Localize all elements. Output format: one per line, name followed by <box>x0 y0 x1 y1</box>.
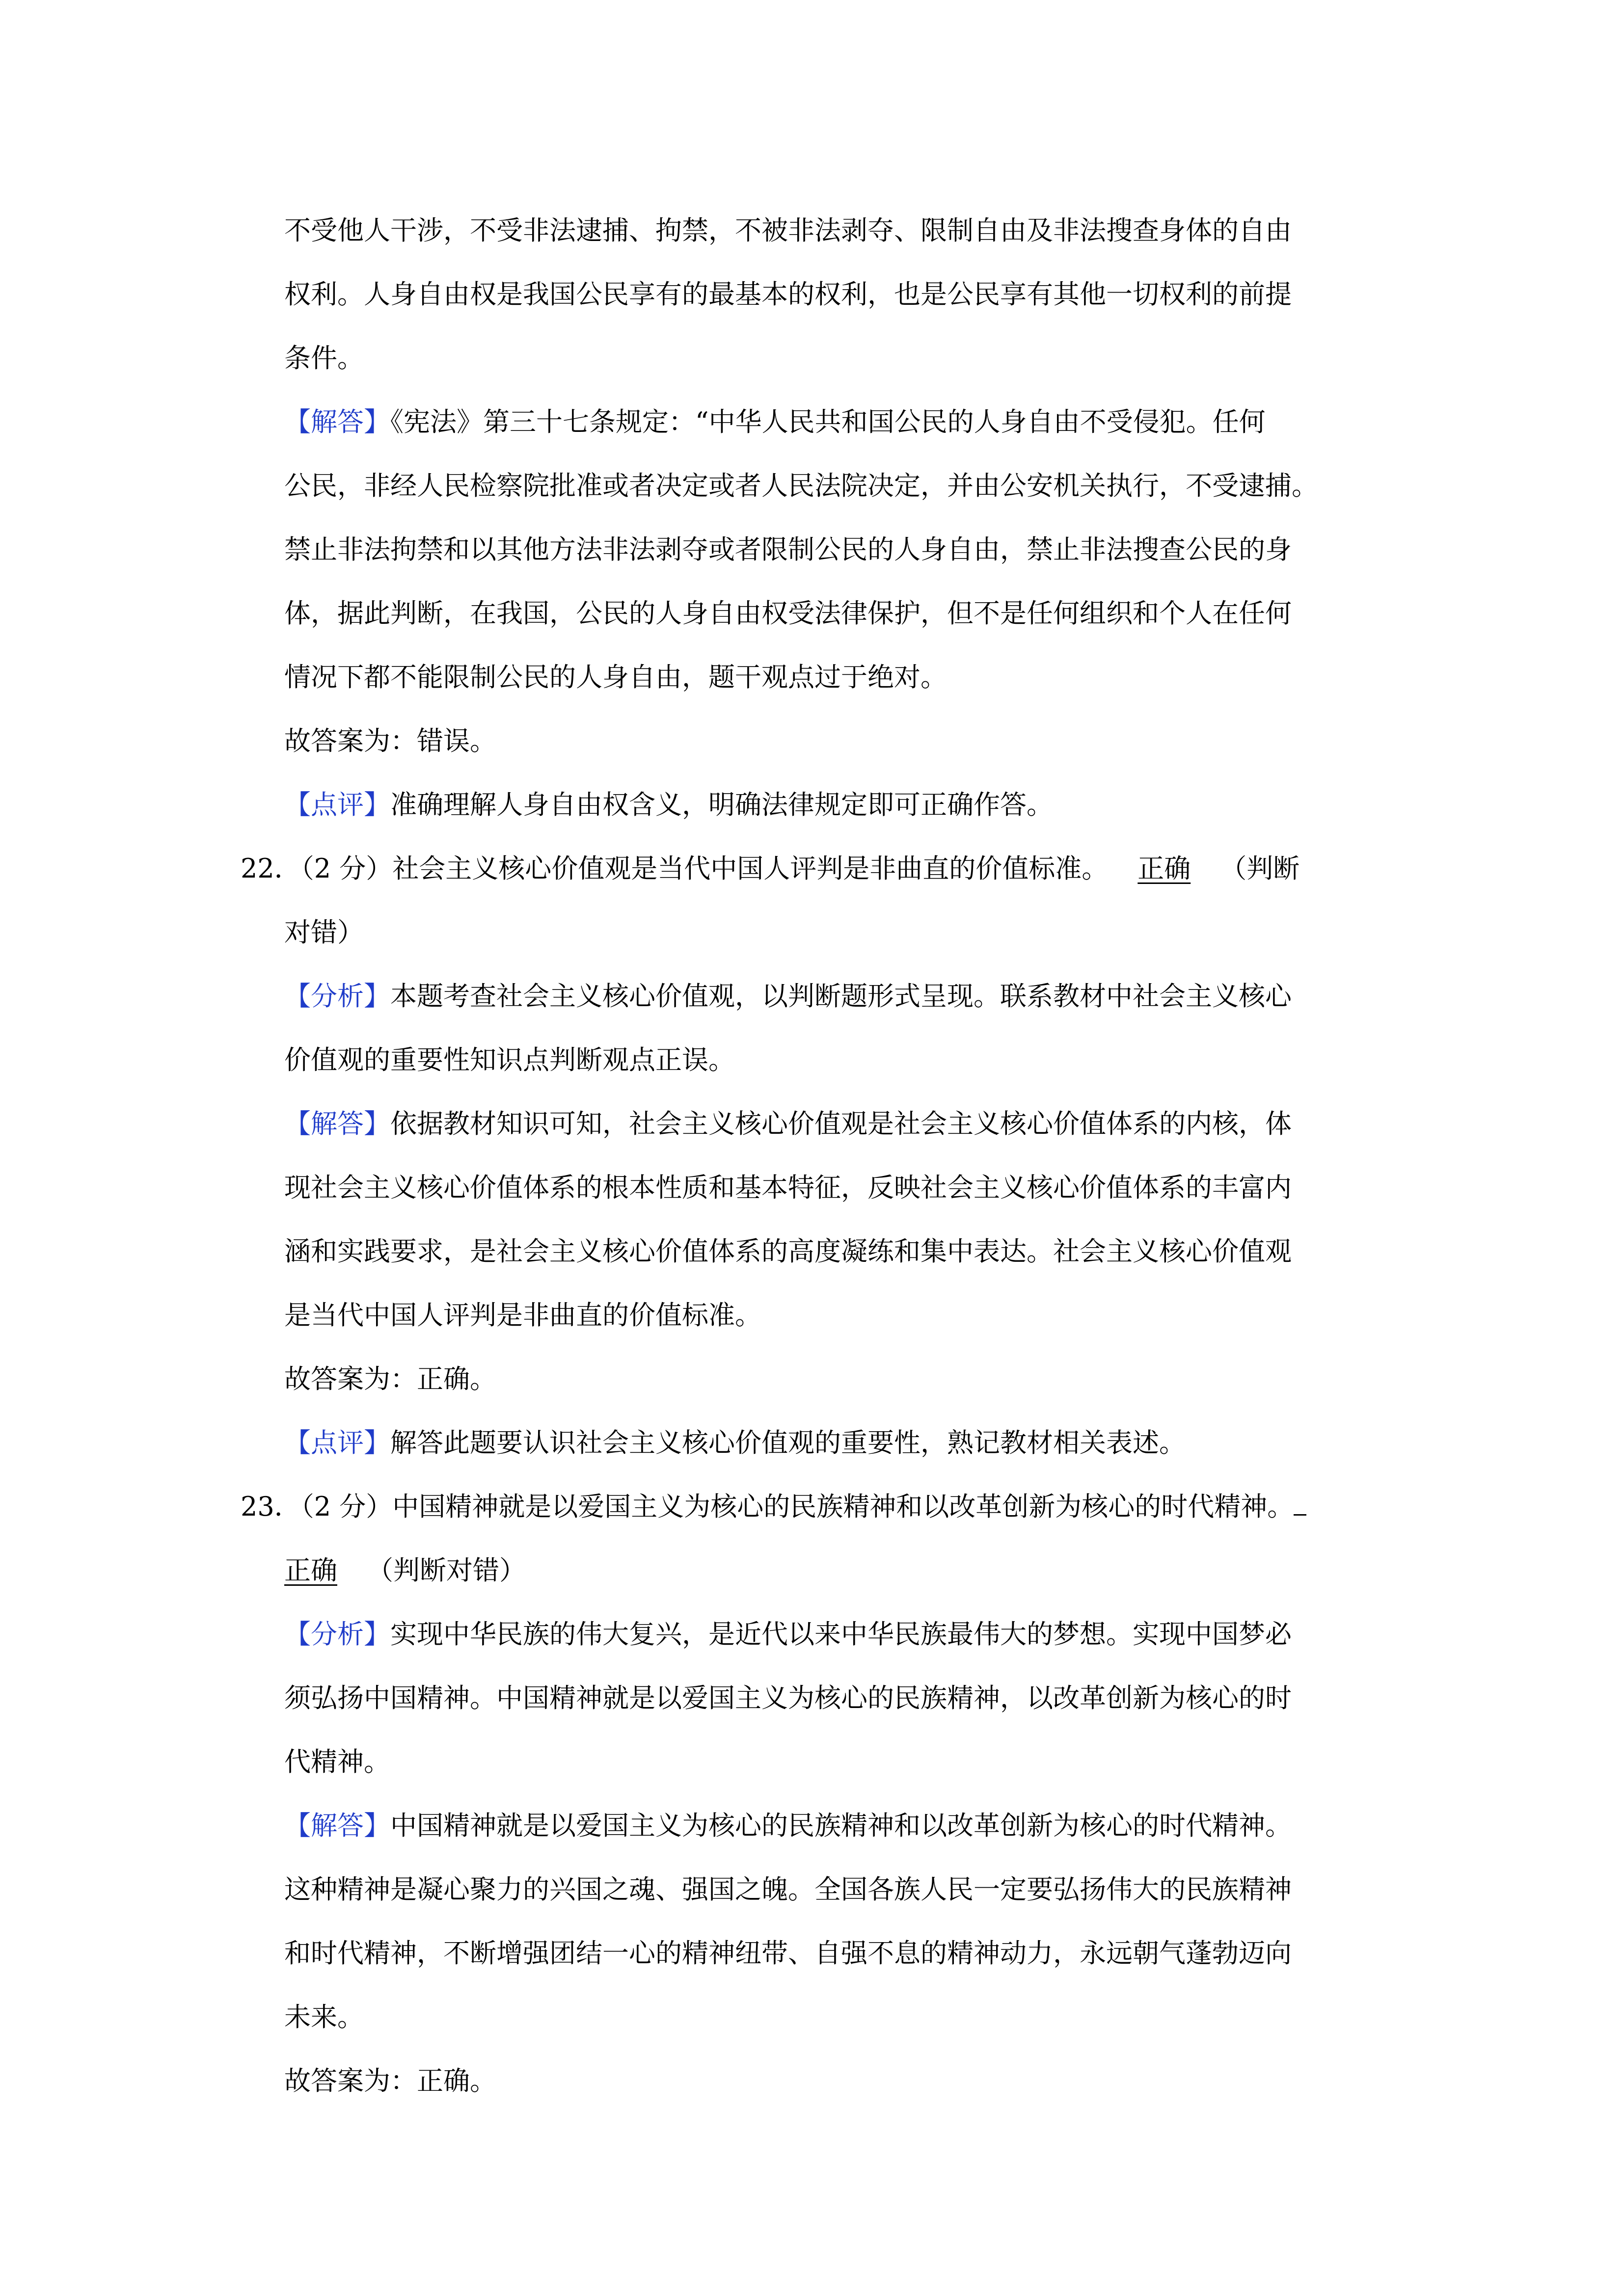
q22-analysis-line-1 <box>284 981 1292 1012</box>
q22-stem-line-2: 对错） <box>284 917 364 948</box>
q23-suffix: （判断对错） <box>367 1555 526 1586</box>
q21-comment-line <box>284 789 1053 821</box>
q21-answer-text-1: 《宪法》第三十七条规定：“中华人民共和国公民的人身自由不受侵犯。任何 <box>390 406 1266 437</box>
q23-analysis-text-1: 实现中华民族的伟大复兴，是近代以来中华民族最伟大的梦想。实现中国梦必 <box>390 1619 1292 1650</box>
analysis-tag: 【分析】 <box>284 981 390 1012</box>
q23-answer-blank: 正确 <box>284 1555 337 1586</box>
q23-answer-line-4: 未来。 <box>284 2002 364 2032</box>
q22-answer-text-1: 依据教材知识可知，社会主义核心价值观是社会主义核心价值体系的内核，体 <box>390 1108 1292 1139</box>
q22-answer-blank: 正确 <box>1137 853 1191 884</box>
q23-blank-start <box>1294 1495 1306 1516</box>
q21-answer-line-3: 禁止非法拘禁和以其他方法非法剥夺或者限制公民的人身自由，禁止非法搜查公民的身 <box>284 534 1292 565</box>
comment-tag: 【点评】 <box>284 789 390 820</box>
intro-line-2: 权利。人身自由权是我国公民享有的最基本的权利，也是公民享有其他一切权利的前提 <box>284 279 1292 310</box>
q23-analysis-line-1 <box>284 1619 1292 1650</box>
analysis-tag: 【分析】 <box>284 1619 390 1650</box>
answer-tag: 【解答】 <box>284 1810 390 1841</box>
q22-stem-line <box>241 853 1299 884</box>
q22-analysis-line-2: 价值观的重要性知识点判断观点正误。 <box>284 1044 735 1075</box>
q23-stem-line-2 <box>284 1555 526 1586</box>
answer-tag: 【解答】 <box>284 1108 390 1139</box>
q23-answer-text-1: 中国精神就是以爱国主义为核心的民族精神和以改革创新为核心的时代精神。 <box>390 1810 1292 1841</box>
q23-analysis-line-3: 代精神。 <box>284 1746 390 1777</box>
q23-number: 23． <box>241 1491 301 1522</box>
q23-answer-line-3: 和时代精神，不断增强团结一心的精神纽带、自强不息的精神动力，永远朝气蓬勃迈向 <box>284 1938 1292 1969</box>
q22-result: 故答案为：正确。 <box>284 1363 496 1394</box>
q21-answer-line-5: 情况下都不能限制公民的人身自由，题干观点过于绝对。 <box>284 662 947 693</box>
q22-comment-text: 解答此题要认识社会主义核心价值观的重要性，熟记教材相关表述。 <box>390 1427 1186 1458</box>
q22-analysis-text-1: 本题考查社会主义核心价值观，以判断题形式呈现。联系教材中社会主义核心 <box>390 981 1292 1012</box>
q22-answer-line-2: 现社会主义核心价值体系的根本性质和基本特征，反映社会主义核心价值体系的丰富内 <box>284 1172 1292 1203</box>
q23-analysis-line-2: 须弘扬中国精神。中国精神就是以爱国主义为核心的民族精神，以改革创新为核心的时 <box>284 1682 1292 1713</box>
q21-answer-line-1 <box>284 406 1266 438</box>
q22-answer-line-3: 涵和实践要求，是社会主义核心价值体系的高度凝练和集中表达。社会主义核心价值观 <box>284 1236 1292 1267</box>
q22-answer-line-1 <box>284 1108 1292 1140</box>
q22-number: 22． <box>241 853 301 884</box>
q22-suffix: （判断 <box>1220 853 1300 884</box>
q22-stem: （2 分）社会主义核心价值观是当代中国人评判是非曲直的价值标准。 <box>300 853 1109 884</box>
q21-answer-line-4: 体，据此判断，在我国，公民的人身自由权受法律保护，但不是任何组织和个人在任何 <box>284 598 1292 629</box>
q21-result: 故答案为：错误。 <box>284 725 496 756</box>
q23-stem-line <box>241 1491 1306 1522</box>
q22-comment-line <box>284 1427 1186 1459</box>
q21-answer-line-2: 公民，非经人民检察院批准或者决定或者人民法院决定，并由公安机关执行，不受逮捕。 <box>284 470 1318 501</box>
comment-tag: 【点评】 <box>284 1427 390 1458</box>
answer-tag: 【解答】 <box>284 406 390 437</box>
q21-comment-text: 准确理解人身自由权含义，明确法律规定即可正确作答。 <box>390 789 1053 820</box>
intro-line-1: 不受他人干涉，不受非法逮捕、拘禁，不被非法剥夺、限制自由及非法搜查身体的自由 <box>284 215 1292 246</box>
q23-answer-line-1 <box>284 1810 1292 1842</box>
q23-stem: （2 分）中国精神就是以爱国主义为核心的民族精神和以改革创新为核心的时代精神。 <box>300 1491 1294 1522</box>
q23-answer-line-2: 这种精神是凝心聚力的兴国之魂、强国之魄。全国各族人民一定要弘扬伟大的民族精神 <box>284 1874 1292 1905</box>
q22-answer-line-4: 是当代中国人评判是非曲直的价值标准。 <box>284 1300 761 1331</box>
intro-line-3: 条件。 <box>284 343 364 374</box>
q23-result: 故答案为：正确。 <box>284 2065 496 2096</box>
